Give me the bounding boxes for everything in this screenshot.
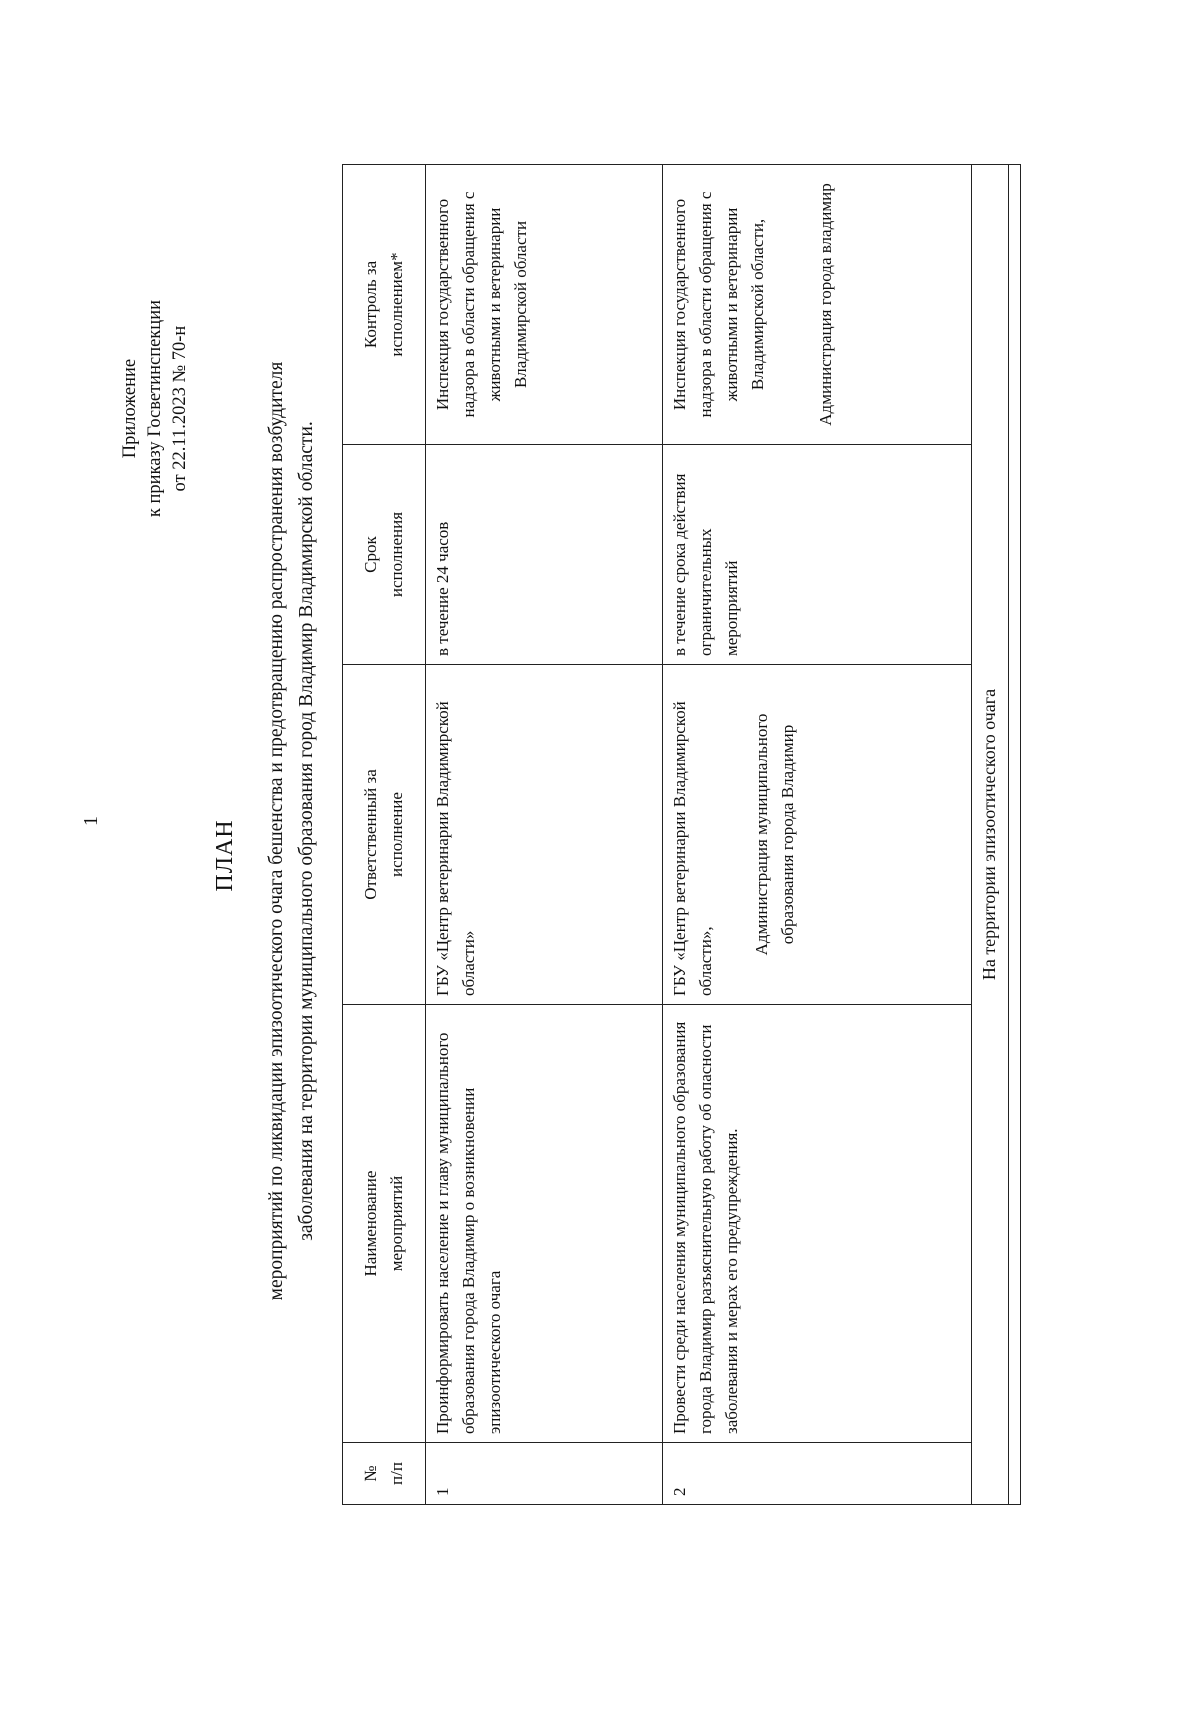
subtitle-line: мероприятий по ликвидации эпизоотического очага бешенства и предотвращению распространения возбудителя bbox=[266, 361, 287, 1301]
row-responsible-cell bbox=[663, 665, 972, 1005]
row-control: Инспекция государственного надзора в области обращения с животными и ветеринарии Владимирской области bbox=[426, 165, 663, 445]
row-number: 1 bbox=[426, 1443, 663, 1505]
row-control-cell bbox=[663, 165, 972, 445]
header-term: Срок исполнения bbox=[343, 445, 426, 665]
document-title: ПЛАН bbox=[212, 819, 238, 892]
plan-table bbox=[342, 164, 1021, 1505]
row-number: 2 bbox=[663, 1443, 972, 1505]
row-term: в течение 24 часов bbox=[426, 445, 663, 665]
row-name: Проинформировать население и главу муниципального образования города Владимир о возникновении эпизоотического очага bbox=[426, 1005, 663, 1443]
row-responsible-administration: Администрация муниципального образования города Владимир bbox=[752, 713, 797, 956]
subtitle-line: заболевания на территории муниципального образования город Владимир Владимирской области. bbox=[296, 421, 317, 1241]
document-subtitle bbox=[262, 186, 322, 1476]
table-header-row bbox=[343, 165, 426, 1505]
table-row bbox=[663, 165, 972, 1505]
row-control: Инспекция государственного надзора в области обращения с животными и ветеринарии Владимирской области, bbox=[670, 191, 767, 418]
section-heading: На территории эпизоотического очага bbox=[972, 165, 1009, 1505]
appendix-note bbox=[118, 300, 193, 517]
header-name: Наименование мероприятий bbox=[343, 1005, 426, 1443]
page-number: 1 bbox=[80, 816, 102, 826]
header-responsible: Ответственный за исполнение bbox=[343, 665, 426, 1005]
row-term: в течение срока действия ограничительных мероприятий bbox=[663, 445, 972, 665]
header-control: Контроль за исполнением* bbox=[343, 165, 426, 445]
appendix-date: от 22.11.2023 № 70-н bbox=[170, 325, 190, 492]
header-number: № п/п bbox=[343, 1443, 426, 1505]
row-name: Провести среди населения муниципального образования города Владимир разъяснительную работу об опасности заболевания и мерах его предупреждения. bbox=[663, 1005, 972, 1443]
appendix-line: к приказу Госветинспекции bbox=[145, 300, 165, 518]
row-responsible: ГБУ «Центр ветеринарии Владимирской области», bbox=[670, 701, 715, 996]
appendix-line: Приложение bbox=[120, 358, 140, 459]
row-responsible: ГБУ «Центр ветеринарии Владимирской области» bbox=[426, 665, 663, 1005]
table-bottom-border bbox=[1009, 165, 1021, 1505]
row-control-administration: Администрация города владимир bbox=[816, 183, 835, 426]
table-row bbox=[426, 165, 663, 1505]
section-heading-row bbox=[972, 165, 1009, 1505]
